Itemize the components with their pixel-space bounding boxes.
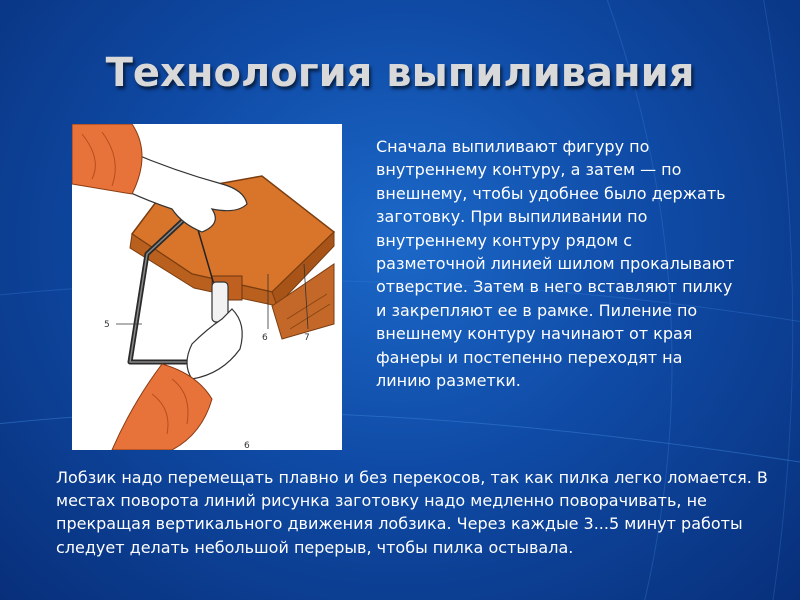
callout-label: 5 — [104, 320, 110, 330]
jigsaw-illustration — [72, 124, 342, 450]
callout-label: 7 — [304, 333, 310, 343]
description-paragraph: Сначала выпиливают фигуру по внутреннему контуру, а затем — по внешнему, чтобы удобнее было держать заготовку. При выпиливании по внутреннему контуру рядом с разметочной линией шилом прокалывают отверстие. Затем в него вставляют пилку и закрепляют ее в рамке. Пиление по внешнему контуру начинают от края фанеры и постепенно переходят на линию разметки. — [376, 137, 735, 391]
jigsaw-sawing-drawing — [72, 124, 342, 450]
callout-label: 6 — [262, 333, 268, 343]
instructions-paragraph: Лобзик надо перемещать плавно и без перекосов, так как пилка легко ломается. В местах поворота линий рисунка заготовку надо медленно поворачивать, не прекращая вертикального движения лобзика. Через каждые 3...5 минут работы следует делать небольшой перерыв, чтобы пилка остывала. — [56, 468, 768, 557]
callout-label: 6 — [244, 441, 250, 450]
slide-title: Технология выпиливания — [105, 50, 695, 96]
